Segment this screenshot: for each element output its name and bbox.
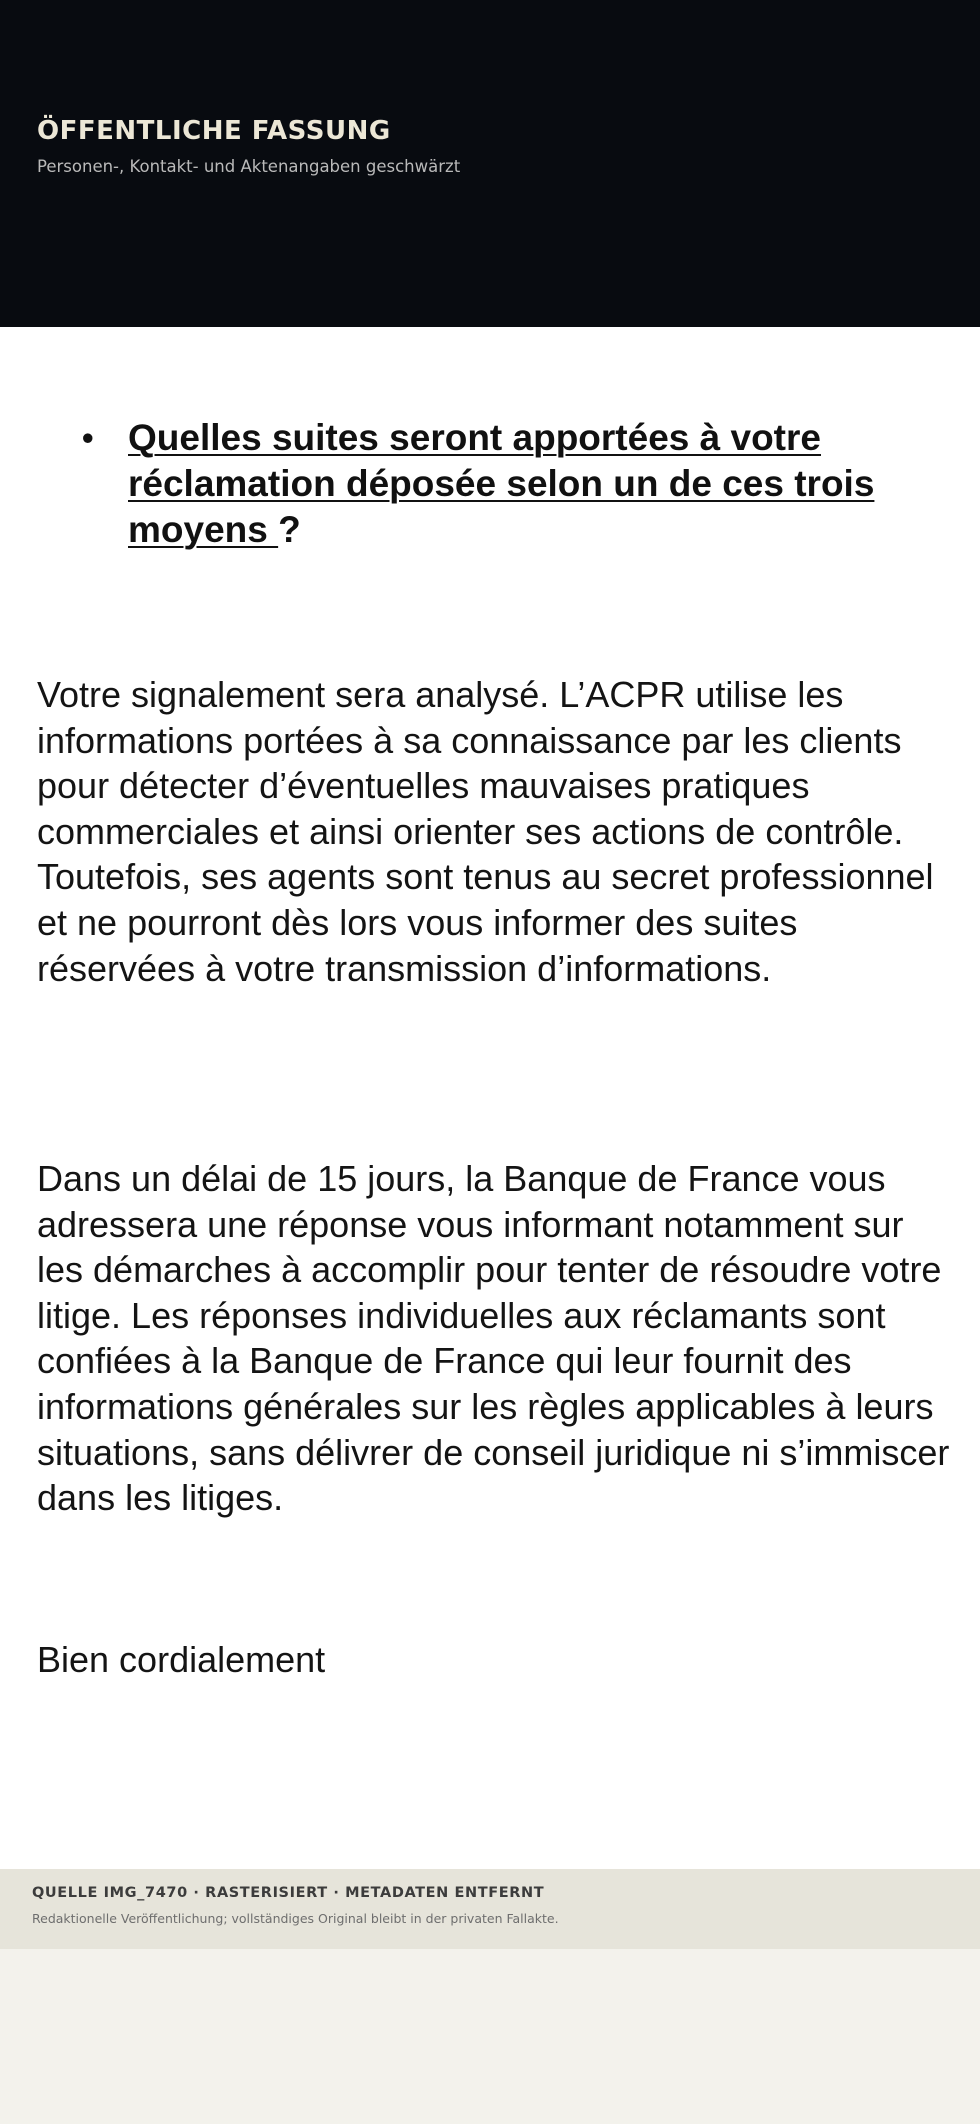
question-heading [82, 415, 902, 553]
banner-subtitle: Personen-, Kontakt- und Aktenangaben geschwärzt [37, 157, 461, 176]
paragraph-banque-de-france: Dans un délai de 15 jours, la Banque de France vous adressera une réponse vous informant notamment sur les démarches à accomplir pour tenter de résoudre votre litige. Les réponses individuelles aux réclamants sont confiées à la Banque de France qui leur fournit des informations générales sur les règles applicables à leurs situations, sans délivrer de conseil juridique ni s’immiscer dans les litiges. [37, 1158, 950, 1519]
bullet-icon: • [82, 419, 94, 456]
paragraph-acpr: Votre signalement sera analysé. L’ACPR utilise les informations portées à sa connaissance par les clients pour détecter d’éventuelles mauvaises pratiques commerciales et ainsi orienter ses actions de contrôle. Toutefois, ses agents sont tenus au secret professionnel et ne pourront dès lors vous informer des suites réservées à votre transmission d’informations. [37, 674, 934, 989]
redaction-banner [0, 0, 980, 327]
question-end-mark: ? [278, 509, 301, 550]
source-footer [0, 1869, 980, 1949]
banner-title: ÖFFENTLICHE FASSUNG [37, 116, 391, 146]
closing-line: Bien cordialement [37, 1639, 326, 1680]
footer-title: QUELLE IMG_7470 · RASTERISIERT · METADATEN ENTFERNT [32, 1885, 545, 1901]
question-list [82, 415, 902, 553]
question-text: Quelles suites seront apportées à votre réclamation déposée selon un de ces trois moyens [128, 417, 875, 550]
document-body [0, 327, 980, 1869]
footer-note: Redaktionelle Veröffentlichung; vollständiges Original bleibt in der privaten Fallakte. [32, 1911, 559, 1926]
